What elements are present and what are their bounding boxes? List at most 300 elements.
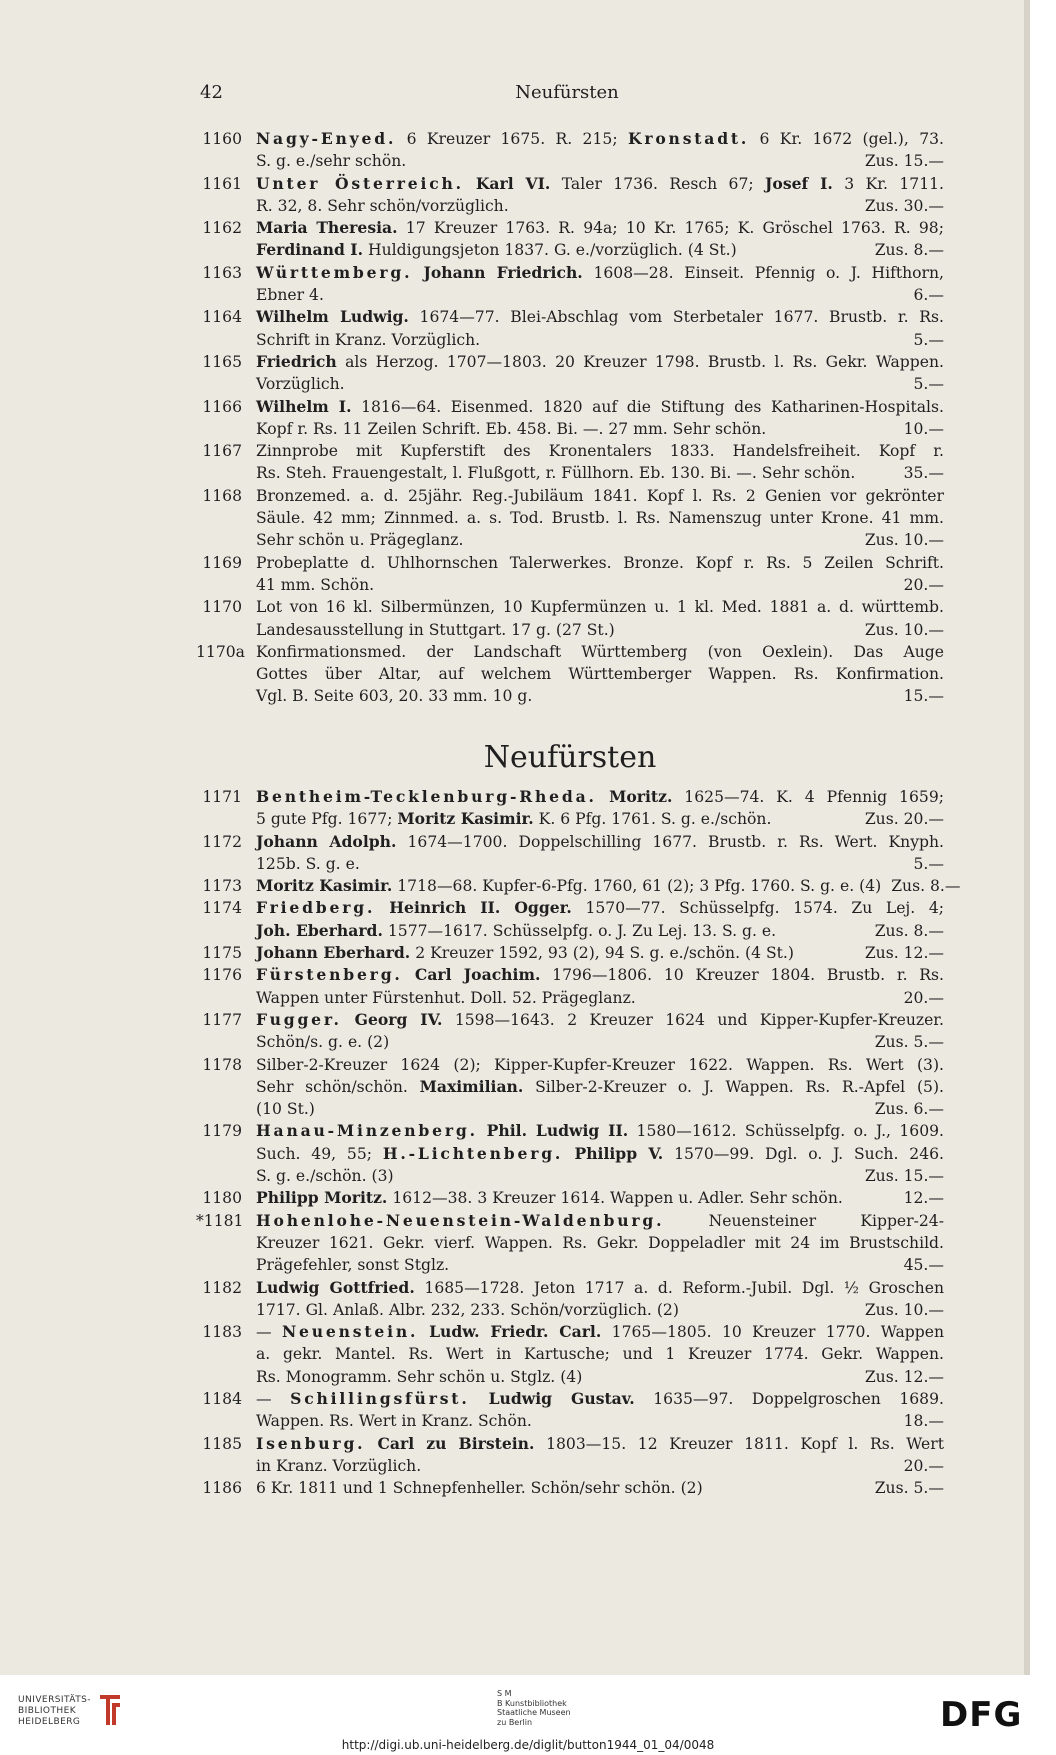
line-text <box>256 987 636 1009</box>
lot-entry <box>196 1054 944 1121</box>
text-line <box>256 1477 944 1499</box>
lot-description <box>256 1187 944 1209</box>
university-line: HEIDELBERG <box>18 1717 81 1727</box>
lot-price: Zus. 15.— <box>864 152 944 171</box>
text-line <box>256 942 944 964</box>
name-segment: Ferdinand I. <box>256 240 364 260</box>
text-segment: 1570—99. Dgl. o. J. Such. 246. <box>663 1144 944 1163</box>
text-line <box>256 1187 944 1209</box>
line-text <box>256 1390 944 1408</box>
lot-entry <box>196 552 944 597</box>
text-line <box>256 485 944 507</box>
text-line <box>256 552 944 574</box>
lot-price: Zus. 8.— <box>891 877 961 896</box>
text-line <box>256 786 944 808</box>
lot-price: Zus. 10.— <box>864 531 944 550</box>
name-segment: Friedberg. <box>256 898 376 918</box>
footer <box>0 1675 1056 1755</box>
text-segment: als Herzog. 1707—1803. 20 Kreuzer 1798. Brustb. l. Rs. Gekr. Wappen. <box>336 352 944 371</box>
text-segment: 1765—1805. 10 Kreuzer 1770. Wappen <box>601 1323 944 1342</box>
lot-description <box>256 128 944 173</box>
text-line <box>256 1054 944 1076</box>
lot-entry <box>196 485 944 552</box>
museum-stamp <box>497 1689 571 1727</box>
lot-description <box>256 875 960 897</box>
lot-description <box>256 1433 944 1478</box>
line-text <box>256 1435 944 1453</box>
name-segment: Fürstenberg. <box>256 965 403 985</box>
lot-price: Zus. 10.— <box>864 1300 944 1319</box>
line-text <box>256 685 532 707</box>
text-line <box>256 1433 944 1455</box>
text-line <box>256 875 960 897</box>
lot-number: 1170 <box>202 598 242 617</box>
lot-price: 10.— <box>903 419 944 438</box>
text-segment: Sehr schön/schön. <box>256 1077 420 1096</box>
lot-number: 1165 <box>202 352 242 371</box>
line-text <box>256 175 944 193</box>
line-text <box>256 529 463 551</box>
text-segment: 5 gute Pfg. 1677; <box>256 810 398 829</box>
text-segment: — <box>256 1390 291 1409</box>
line-text <box>256 665 944 683</box>
text-segment: Silber-2-Kreuzer 1624 (2); Kipper-Kupfer-Kreuzer 1622. Wappen. Rs. Wert (3). <box>256 1055 944 1074</box>
text-segment: 17 Kreuzer 1763. R. 94a; 10 Kr. 1765; K. Gröschel 1763. R. 98; <box>397 219 944 238</box>
line-text <box>256 1477 703 1499</box>
line-text <box>256 239 737 261</box>
lot-entry <box>196 1009 944 1054</box>
line-text <box>256 1254 449 1276</box>
text-segment: 1796—1806. 10 Kreuzer 1804. Brustb. r. Rs. <box>540 966 944 985</box>
lot-entry <box>196 440 944 485</box>
line-text <box>256 329 480 351</box>
lot-description <box>256 641 944 708</box>
lot-number: *1181 <box>196 1211 244 1230</box>
text-line <box>256 262 944 284</box>
lot-entry <box>196 786 944 831</box>
lot-entry <box>196 942 944 964</box>
text-segment: 41 mm. Schön. <box>256 575 375 594</box>
lot-description <box>256 1477 944 1499</box>
text-segment: R. 32, 8. Sehr schön/vorzüglich. <box>256 196 509 215</box>
name-segment: Hohenlohe-Neuenstein-Waldenburg. <box>256 1210 665 1230</box>
name-segment: Neuenstein. <box>281 1322 419 1342</box>
lot-description <box>256 1054 944 1121</box>
name-segment: Josef I. <box>765 173 833 193</box>
text-segment: Taler 1736. Resch 67; <box>550 174 766 193</box>
lot-price: 18.— <box>903 1412 944 1431</box>
name-segment: Maximilian. <box>419 1076 524 1096</box>
line-text <box>256 942 794 964</box>
lot-entry <box>196 173 944 218</box>
text-line <box>256 440 944 462</box>
lot-entry <box>196 306 944 351</box>
name-segment: Friedrich <box>256 351 337 371</box>
text-line <box>256 1254 944 1276</box>
text-segment: Lot von 16 kl. Silbermünzen, 10 Kupfermünzen u. 1 kl. Med. 1881 a. d. württemb. <box>256 598 944 617</box>
lot-description <box>256 440 944 485</box>
stamp-line: B Kunstbibliothek <box>497 1698 567 1708</box>
text-segment: K. 6 Pfg. 1761. S. g. e./schön. <box>533 810 772 829</box>
text-segment: 1674—1700. Doppelschilling 1677. Brustb. r. Rs. Wert. Knyph. <box>396 832 945 851</box>
name-segment: Nagy-Enyed. <box>256 129 397 148</box>
text-segment: Zinnprobe mit Kupferstift des Kronentalers 1833. Handelsfreiheit. Kopf r. <box>256 442 944 461</box>
line-text <box>256 1410 532 1432</box>
lot-entry <box>196 1277 944 1322</box>
text-segment: 6 Kr. 1672 (gel.), 73. <box>749 130 944 148</box>
lot-number: 1164 <box>202 308 242 327</box>
text-line <box>256 808 944 830</box>
lot-price: Zus. 8.— <box>874 921 944 940</box>
lot-price: 12.— <box>903 1189 944 1208</box>
lot-number: 1172 <box>202 832 242 851</box>
lot-entry <box>196 1388 944 1433</box>
line-text <box>256 1455 421 1477</box>
name-segment: Bentheim-Tecklenburg-Rheda. <box>256 787 597 806</box>
line-text <box>256 1345 944 1363</box>
line-text <box>256 619 615 641</box>
text-segment: 1570—77. Schüsselpfg. 1574. Zu Lej. 4; <box>571 899 944 918</box>
name-segment: H.-Lichtenberg. <box>382 1143 564 1163</box>
text-line <box>256 897 944 919</box>
lot-price: Zus. 30.— <box>864 196 944 215</box>
lot-number: 1176 <box>202 966 242 985</box>
text-line <box>256 284 944 306</box>
line-text <box>256 150 406 172</box>
line-text <box>256 1299 679 1321</box>
line-text <box>256 398 944 416</box>
lot-number: 1160 <box>202 130 242 148</box>
lot-price: 5.— <box>913 375 944 394</box>
text-segment: Schrift in Kranz. Vorzüglich. <box>256 330 481 349</box>
lot-price: Zus. 5.— <box>874 1033 944 1052</box>
text-segment: Silber-2-Kreuzer o. J. Wappen. Rs. R.-Apfel (5). <box>523 1077 944 1096</box>
text-segment: 1674—77. Blei-Abschlag vom Sterbetaler 1677. Brustb. r. Rs. <box>408 308 944 327</box>
lot-number: 1162 <box>202 219 242 238</box>
lot-number: 1173 <box>202 877 242 896</box>
source-url[interactable]: http://digi.ub.uni-heidelberg.de/diglit/button1944_01_04/0048 <box>341 1738 715 1752</box>
lot-price: 15.— <box>903 687 944 706</box>
lot-entry <box>196 351 944 396</box>
lot-entry <box>196 831 944 876</box>
text-segment: Kreuzer 1621. Gekr. vierf. Wappen. Rs. Gekr. Doppeladler mit 24 im Brustschild. <box>256 1233 944 1252</box>
line-text <box>256 554 944 572</box>
lot-description <box>256 897 944 942</box>
text-line <box>256 329 944 351</box>
line-text <box>256 853 360 875</box>
lot-entry <box>196 1433 944 1478</box>
lot-number: 1170a <box>196 642 245 661</box>
lot-number: 1186 <box>202 1479 242 1498</box>
line-text <box>256 219 944 237</box>
line-text <box>256 1165 394 1187</box>
name-segment: Georg IV. <box>341 1009 443 1029</box>
name-segment: Philipp V. <box>563 1143 664 1163</box>
text-segment: 1577—1617. Schüsselpfg. o. J. Zu Lej. 13. S. g. e. <box>382 921 777 940</box>
stamp-line: Staatliche Museen <box>497 1708 571 1717</box>
page-number: 42 <box>200 82 223 103</box>
text-segment: 3 Kr. 1711. <box>832 174 944 193</box>
name-segment: Wilhelm I. <box>256 396 352 416</box>
text-segment: 1612—38. 3 Kreuzer 1614. Wappen u. Adler. Sehr schön. <box>387 1189 843 1208</box>
lot-number: 1183 <box>202 1323 242 1342</box>
line-text <box>256 487 944 505</box>
name-segment: Johann Eberhard. <box>256 943 411 963</box>
line-text <box>256 1323 944 1341</box>
name-segment: Philipp Moritz. <box>256 1188 388 1208</box>
line-text <box>256 1011 944 1029</box>
line-text <box>256 875 881 897</box>
text-line <box>256 150 944 172</box>
line-text <box>256 1279 944 1297</box>
text-line <box>256 1031 944 1053</box>
dfg-logo: DFG <box>940 1695 1023 1735</box>
name-segment: Kronstadt. <box>627 129 750 148</box>
text-segment: Prägefehler, sonst Stglz. <box>256 1256 450 1275</box>
name-segment: Carl zu Birstein. <box>365 1433 535 1453</box>
text-line <box>256 1455 944 1477</box>
line-text <box>256 373 345 395</box>
name-segment: Fugger. <box>256 1009 342 1029</box>
text-line <box>256 685 944 707</box>
lot-price: 20.— <box>903 1456 944 1475</box>
line-text <box>256 308 944 326</box>
lot-entry <box>196 875 961 897</box>
university-library-label <box>18 1695 91 1728</box>
text-segment: 6 Kr. 1811 und 1 Schnepfenheller. Schön/sehr schön. (2) <box>256 1479 703 1498</box>
lot-description <box>256 964 944 1009</box>
line-text <box>256 808 771 830</box>
lot-description <box>256 552 944 597</box>
text-segment: (10 St.) <box>256 1100 315 1119</box>
name-segment: Schillingsfürst. <box>290 1389 470 1409</box>
text-line <box>256 1165 944 1187</box>
university-line: UNIVERSITÄTS- <box>18 1695 92 1705</box>
text-line <box>256 418 944 440</box>
text-line <box>256 128 944 150</box>
lot-price: Zus. 12.— <box>864 1367 944 1386</box>
text-segment: 1580—1612. Schüsselpfg. o. J., 1609. <box>628 1122 944 1141</box>
name-segment: Maria Theresia. <box>256 218 398 238</box>
text-segment: in Kranz. Vorzüglich. <box>256 1456 422 1475</box>
text-segment: Vgl. B. Seite 603, 20. 33 mm. 10 g. <box>256 687 533 706</box>
lot-number: 1184 <box>202 1390 242 1409</box>
text-segment: Schön/s. g. e. (2) <box>256 1033 390 1052</box>
text-line <box>256 831 944 853</box>
lot-number: 1174 <box>202 899 242 918</box>
lot-number: 1180 <box>202 1189 242 1208</box>
text-line <box>256 351 944 373</box>
line-text <box>256 284 324 306</box>
running-title: Neufürsten <box>515 82 619 103</box>
text-line <box>256 239 944 261</box>
lot-price: 5.— <box>913 854 944 873</box>
text-segment: Konfirmationsmed. der Landschaft Württemberg (von Oexlein). Das Auge <box>256 642 944 661</box>
lot-number: 1179 <box>202 1122 242 1141</box>
text-line <box>256 195 944 217</box>
text-line <box>256 964 944 986</box>
lot-price: 6.— <box>913 286 944 305</box>
text-line <box>256 1321 944 1343</box>
lot-price: 20.— <box>903 575 944 594</box>
name-segment: Hanau-Minzenberg. <box>256 1121 478 1141</box>
text-segment: Ebner 4. <box>256 286 324 305</box>
text-segment: Probeplatte d. Uhlhornschen Talerwerkes. Bronze. Kopf r. Rs. 5 Zeilen Schrift. <box>256 553 944 572</box>
line-text <box>256 418 766 440</box>
name-segment: Carl Joachim. <box>402 965 541 985</box>
lot-price: 35.— <box>903 464 944 483</box>
text-line <box>256 373 944 395</box>
lot-number: 1168 <box>202 486 242 505</box>
lot-number: 1171 <box>202 788 242 806</box>
name-segment: Wilhelm Ludwig. <box>256 307 409 327</box>
entries-list-upper <box>196 128 944 708</box>
lot-number: 1161 <box>202 174 242 193</box>
line-text <box>256 1366 582 1388</box>
text-line <box>256 1388 944 1410</box>
text-line <box>256 1009 944 1031</box>
lot-entry <box>196 128 944 173</box>
text-line <box>256 173 944 195</box>
lot-description <box>256 485 944 552</box>
lot-number: 1182 <box>202 1278 242 1297</box>
line-text <box>256 1187 843 1209</box>
line-text <box>256 353 944 371</box>
lot-price: Zus. 8.— <box>874 241 944 260</box>
lot-description <box>256 1277 944 1322</box>
name-segment: Unter Österreich. <box>256 173 464 193</box>
text-segment: Sehr schön u. Prägeglanz. <box>256 531 464 550</box>
lot-number: 1163 <box>202 263 242 282</box>
name-segment: Johann Friedrich. <box>412 262 583 282</box>
text-segment: Gottes über Altar, auf welchem Württemberger Wappen. Rs. Konfirmation. <box>256 665 944 684</box>
lot-price: Zus. 6.— <box>874 1100 944 1119</box>
name-segment: Ludw. Friedr. Carl. <box>418 1322 602 1342</box>
text-segment: Wappen. Rs. Wert in Kranz. Schön. <box>256 1412 532 1431</box>
text-line <box>256 1343 944 1365</box>
text-segment: 1718—68. Kupfer-6-Pfg. 1760, 61 (2); 3 Pfg. 1760. S. g. e. (4) <box>392 877 882 896</box>
line-text <box>256 1212 944 1230</box>
lot-number: 1169 <box>202 553 242 572</box>
text-line <box>256 529 944 551</box>
stamp-line: zu Berlin <box>497 1717 533 1727</box>
lot-entry <box>196 641 944 708</box>
line-text <box>256 833 944 851</box>
lot-entry <box>196 217 944 262</box>
text-line <box>256 987 944 1009</box>
lot-description <box>256 831 944 876</box>
text-line <box>256 396 944 418</box>
text-line <box>256 853 944 875</box>
name-segment: Ludwig Gustav. <box>469 1389 635 1409</box>
text-segment: Bronzemed. a. d. 25jähr. Reg.-Jubiläum 1841. Kopf l. Rs. 2 Genien vor gekrönter <box>256 486 944 505</box>
name-segment: Ludwig Gottfried. <box>256 1277 415 1297</box>
text-line <box>256 1366 944 1388</box>
lot-number: 1185 <box>202 1434 242 1453</box>
name-segment: Johann Adolph. <box>256 831 397 851</box>
lot-number: 1167 <box>202 442 242 461</box>
name-segment: Heinrich II. Ogger. <box>375 898 572 918</box>
text-line <box>256 1299 944 1321</box>
line-text <box>256 1098 315 1120</box>
text-segment: 125b. S. g. e. <box>256 854 360 873</box>
text-segment: 1717. Gl. Anlaß. Albr. 232, 233. Schön/vorzüglich. (2) <box>256 1300 679 1319</box>
line-text <box>256 920 776 942</box>
text-line <box>256 1277 944 1299</box>
section-title: Neufürsten <box>483 740 657 775</box>
line-text <box>256 899 944 917</box>
lot-entry <box>196 1210 944 1277</box>
line-text <box>256 509 944 527</box>
text-line <box>256 217 944 239</box>
line-text <box>256 442 944 460</box>
text-segment: Rs. Monogramm. Sehr schön u. Stglz. (4) <box>256 1367 583 1386</box>
text-line <box>256 596 944 618</box>
text-line <box>256 1098 944 1120</box>
running-head <box>200 82 934 106</box>
line-text <box>256 1078 944 1096</box>
lot-price: Zus. 20.— <box>864 810 944 829</box>
text-line <box>256 1410 944 1432</box>
text-line <box>256 619 944 641</box>
text-segment: 1816—64. Eisenmed. 1820 auf die Stiftung des Katharinen-Hospitals. <box>351 397 944 416</box>
lot-price: Zus. 5.— <box>874 1479 944 1498</box>
lot-description <box>256 786 944 831</box>
lot-price: 45.— <box>903 1256 944 1275</box>
university-logo-icon <box>96 1689 124 1729</box>
stamp-line: S M <box>497 1689 512 1698</box>
university-line: BIBLIOTHEK <box>18 1706 77 1716</box>
lot-description <box>256 396 944 441</box>
text-segment: 1803—15. 12 Kreuzer 1811. Kopf l. Rs. Wert <box>534 1434 944 1453</box>
line-text <box>256 1122 944 1140</box>
text-segment: — <box>256 1323 282 1342</box>
lot-description <box>256 262 944 307</box>
name-segment: Moritz Kasimir. <box>397 809 534 829</box>
text-line <box>256 1076 944 1098</box>
line-text <box>256 598 944 616</box>
name-segment: Moritz. <box>596 787 673 806</box>
lot-description <box>256 1210 944 1277</box>
text-line <box>256 663 944 685</box>
text-segment: S. g. e./schön. (3) <box>256 1167 394 1186</box>
lot-entry <box>196 262 944 307</box>
text-line <box>256 574 944 596</box>
lot-number: 1178 <box>202 1055 242 1074</box>
line-text <box>256 643 944 661</box>
text-line <box>256 920 944 942</box>
text-line <box>256 306 944 328</box>
text-segment: 6 Kreuzer 1675. R. 215; <box>396 130 628 148</box>
name-segment: Joh. Eberhard. <box>256 920 383 940</box>
lot-description <box>256 351 944 396</box>
text-segment: Kopf r. Rs. 11 Zeilen Schrift. Eb. 458. Bi. —. 27 mm. Sehr schön. <box>256 419 767 438</box>
lot-entry <box>196 897 944 942</box>
text-segment: Wappen unter Fürstenhut. Doll. 52. Prägeglanz. <box>256 988 636 1007</box>
line-text <box>256 462 855 484</box>
text-segment: Landesausstellung in Stuttgart. 17 g. (27 St.) <box>256 620 615 639</box>
line-text <box>256 1031 389 1053</box>
line-text <box>256 574 374 596</box>
text-segment: 1625—74. K. 4 Pfennig 1659; <box>672 788 944 806</box>
text-segment: S. g. e./sehr schön. <box>256 152 407 171</box>
text-line <box>256 462 944 484</box>
entries-list-lower <box>196 786 961 1500</box>
text-segment: Rs. Steh. Frauengestalt, l. Flußgott, r. Füllhorn. Eb. 130. Bi. —. Sehr schön. <box>256 464 856 483</box>
name-segment: Isenburg. <box>256 1433 366 1453</box>
lot-description <box>256 217 944 262</box>
lot-price: Zus. 12.— <box>864 944 944 963</box>
